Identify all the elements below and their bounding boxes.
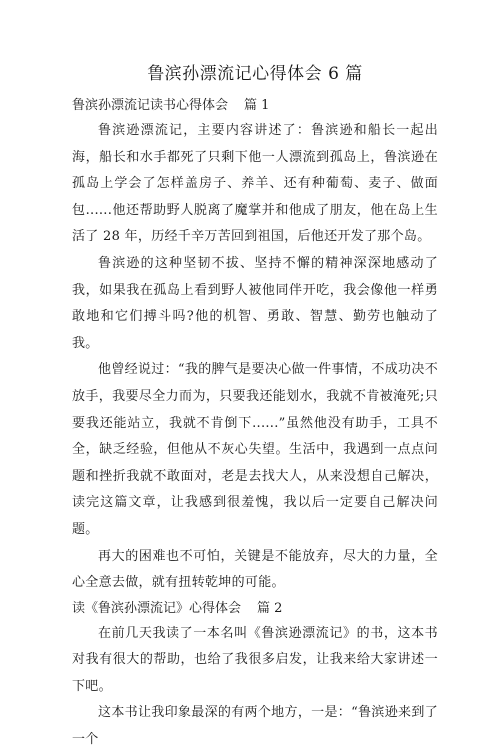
section-heading [72,94,438,118]
document-title: 鲁滨孙漂流记心得体会 6 篇 [147,64,363,84]
paragraph: 他曾经说过：“我的脾气是要决心做一件事情，不成功决不放手，我要尽全力而为，只要我还能划水，我就不肯被淹死;只要我还能站立，我就不肯倒下......”虽然他没有助手，工具不全，缺乏经验，但他从不灰心失望。生活中，我遇到一点点问题和挫折我就不敢面对，老是去找大人，从来没想自己解决，读完这篇文章，让我感到很羞愧，我以后一定要自己解决问题。 [72,362,438,537]
section-2 [72,597,438,754]
paragraph: 鲁滨逊的这种坚韧不拔、坚持不懈的精神深深地感动了我，如果我在孤岛上看到野人被他同伴开吃，我会像他一样勇敢地和它们搏斗吗?他的机智、勇敢、智慧、勤劳也触动了我。 [72,255,438,351]
section-heading [72,597,438,621]
paragraph: 在前几天我读了一本名叫《鲁滨逊漂流记》的书，这本书对我有很大的帮助，也给了我很多启发，让我来给大家讲述一下吧。 [72,625,438,694]
section-number: 篇 2 [257,600,283,616]
section-1 [72,94,438,597]
paragraph: 再大的困难也不可怕，关键是不能放弃，尽大的力量，全心全意去做，就有扭转乾坤的可能。 [72,548,438,591]
paragraph: 这本书让我印象最深的有两个地方，一是：“鲁滨逊来到了一个 [72,705,438,748]
section-title: 读《鲁滨孙漂流记》心得体会 [72,600,242,616]
section-title: 鲁滨孙漂流记读书心得体会 [72,98,229,113]
section-number: 篇 1 [244,98,270,113]
paragraph: 鲁滨逊漂流记，主要内容讲述了：鲁滨逊和船长一起出海，船长和水手都死了只剩下他一人漂流到孤岛上，鲁滨逊在孤岛上学会了怎样盖房子、养羊、还有种葡萄、麦子、做面包......他还帮助野人脱离了魔掌并和他成了朋友，他在岛上生活了 28 年，历经千辛万苦回到祖国，后他还开发了那个岛。 [72,123,438,245]
